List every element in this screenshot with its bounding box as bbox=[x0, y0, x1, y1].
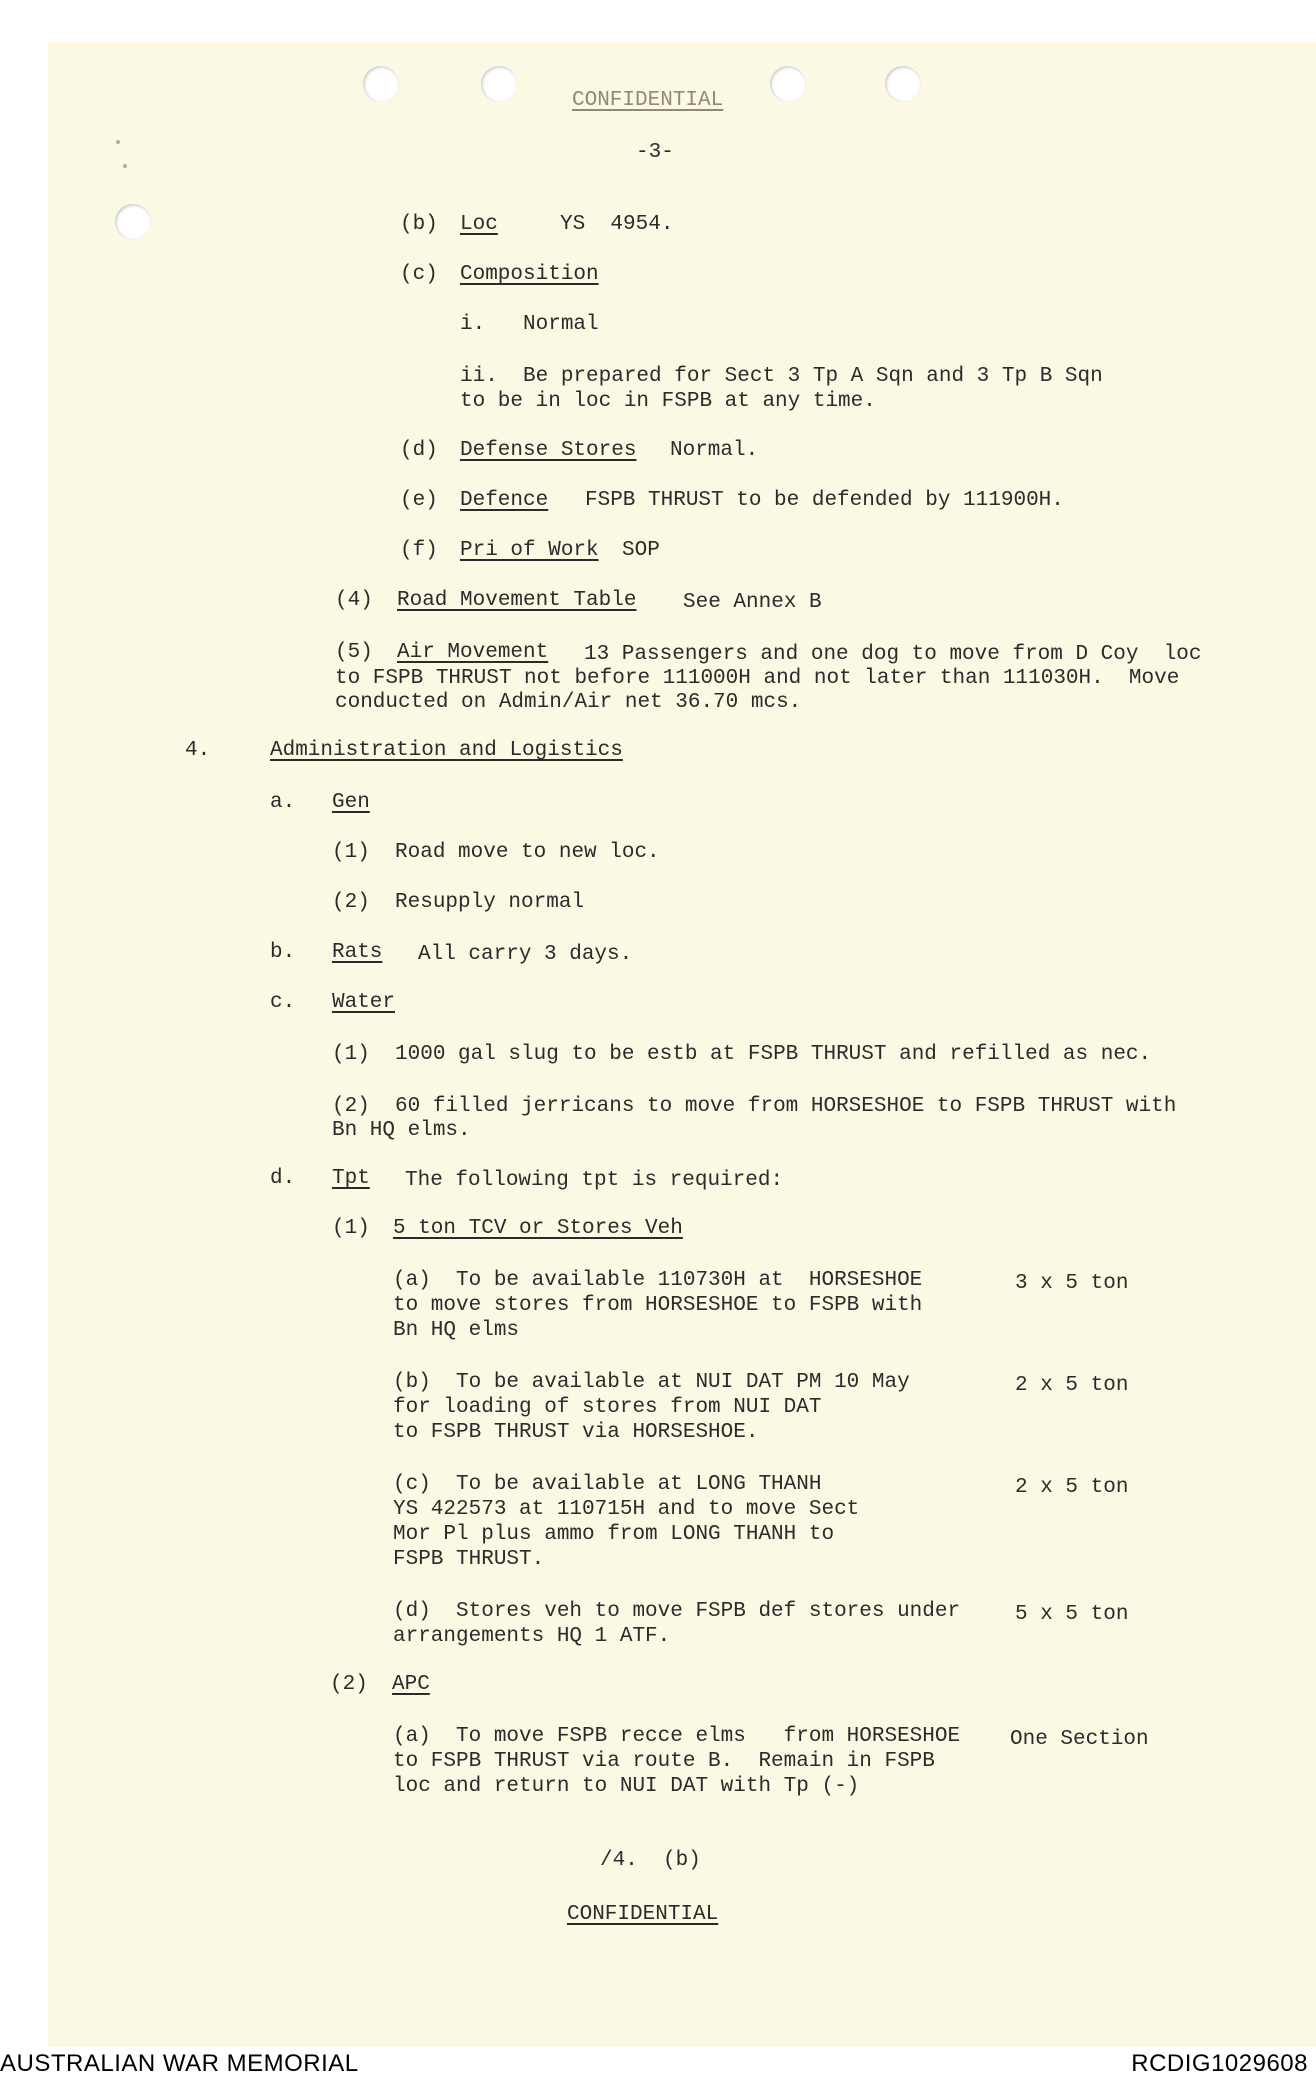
text-line-p4-label: (4) bbox=[335, 589, 373, 612]
archive-footer-right: RCDIG1029608 bbox=[1131, 2050, 1308, 2077]
text-line-d-label: d. bbox=[270, 1167, 296, 1190]
text-line-c2-1: (2) 60 filled jerricans to move from HORSESHOE to FSPB THRUST with bbox=[332, 1095, 1177, 1118]
text-line-p5-1a: (5) bbox=[335, 641, 373, 664]
text-line-c-comp-label: (c) bbox=[400, 263, 438, 286]
text-line-c-title: Water bbox=[332, 991, 396, 1014]
text-line-d-def-label: (d) bbox=[400, 439, 438, 462]
text-line-d2-label: (2) bbox=[330, 1673, 368, 1696]
text-line-d2a-2: to FSPB THRUST via route B. Remain in FSPB bbox=[393, 1750, 935, 1773]
text-line-c-ii-2: to be in loc in FSPB at any time. bbox=[460, 390, 876, 413]
text-line-p4-title: Road Movement Table bbox=[397, 589, 637, 612]
text-line-d2a-3: loc and return to NUI DAT with Tp (-) bbox=[393, 1775, 860, 1798]
text-line-d1d-1: (d) Stores veh to move FSPB def stores under bbox=[393, 1600, 961, 1623]
text-line-d1a-2: to move stores from HORSESHOE to FSPB with bbox=[393, 1294, 923, 1317]
text-line-d1b-1: (b) To be available at NUI DAT PM 10 May bbox=[393, 1371, 910, 1394]
text-line-c-ii-1: ii. Be prepared for Sect 3 Tp A Sqn and 3 Tp B Sqn bbox=[460, 365, 1103, 388]
text-line-c2-2: Bn HQ elms. bbox=[332, 1119, 471, 1142]
text-line-d-value: The following tpt is required: bbox=[405, 1169, 784, 1192]
text-line-b-loc-value: YS 4954. bbox=[560, 213, 674, 236]
text-line-c-label: c. bbox=[270, 991, 296, 1014]
text-line-p5-2: to FSPB THRUST not before 111000H and not later than 111030H. Move bbox=[335, 667, 1180, 690]
text-line-d-def-title: Defense Stores bbox=[460, 439, 637, 462]
text-line-d1c-2: YS 422573 at 110715H and to move Sect bbox=[393, 1498, 860, 1521]
text-line-d1d-qty: 5 x 5 ton bbox=[1015, 1603, 1129, 1626]
text-line-a-label: a. bbox=[270, 791, 296, 814]
text-line-e-title: Defence bbox=[460, 489, 549, 512]
text-line-a1: (1) Road move to new loc. bbox=[332, 841, 660, 864]
text-line-b-title: Rats bbox=[332, 941, 383, 964]
text-line-c-i: i. Normal bbox=[460, 313, 599, 336]
text-line-d1b-qty: 2 x 5 ton bbox=[1015, 1374, 1129, 1397]
text-line-d1-title: 5 ton TCV or Stores Veh bbox=[393, 1217, 683, 1240]
text-line-b-label: b. bbox=[270, 941, 296, 964]
paper-speck bbox=[123, 164, 127, 168]
text-line-f-value: SOP bbox=[622, 539, 660, 562]
text-line-s4-title: Administration and Logistics bbox=[270, 739, 623, 762]
paper-speck bbox=[116, 140, 120, 144]
punch-hole bbox=[770, 66, 806, 102]
punch-hole bbox=[363, 66, 399, 102]
text-line-d1a-1: (a) To be available 110730H at HORSESHOE bbox=[393, 1269, 923, 1292]
text-line-f-label: (f) bbox=[400, 539, 438, 562]
text-line-p5-1b: Air Movement bbox=[397, 641, 549, 664]
header-classification: CONFIDENTIAL bbox=[572, 89, 724, 112]
text-line-d1a-qty: 3 x 5 ton bbox=[1015, 1272, 1129, 1295]
text-line-e-value: FSPB THRUST to be defended by 111900H. bbox=[585, 489, 1064, 512]
text-line-p5-3: conducted on Admin/Air net 36.70 mcs. bbox=[335, 691, 802, 714]
text-line-e-label: (e) bbox=[400, 489, 438, 512]
punch-hole bbox=[481, 66, 517, 102]
text-line-d2-title: APC bbox=[392, 1673, 430, 1696]
text-line-b-loc-label: (b) bbox=[400, 213, 438, 236]
text-line-a2: (2) Resupply normal bbox=[332, 891, 585, 914]
text-line-d1a-3: Bn HQ elms bbox=[393, 1319, 520, 1342]
text-line-p5-1c: 13 Passengers and one dog to move from D Coy loc bbox=[584, 643, 1202, 666]
text-line-a-title: Gen bbox=[332, 791, 370, 814]
text-line-d1b-2: for loading of stores from NUI DAT bbox=[393, 1396, 822, 1419]
archive-footer-left: AUSTRALIAN WAR MEMORIAL bbox=[0, 2050, 359, 2077]
text-line-s4-num: 4. bbox=[185, 739, 211, 762]
text-line-b-value: All carry 3 days. bbox=[418, 943, 633, 966]
text-line-d1d-2: arrangements HQ 1 ATF. bbox=[393, 1625, 671, 1648]
text-line-d1c-qty: 2 x 5 ton bbox=[1015, 1476, 1129, 1499]
text-line-c1: (1) 1000 gal slug to be estb at FSPB THRUST and refilled as nec. bbox=[332, 1043, 1152, 1066]
text-line-p4-value: See Annex B bbox=[683, 591, 822, 614]
text-line-d1-label: (1) bbox=[332, 1217, 370, 1240]
text-line-d2a-1: (a) To move FSPB recce elms from HORSESHOE bbox=[393, 1725, 961, 1748]
text-line-d-def-value: Normal. bbox=[670, 439, 759, 462]
text-line-d2a-qty: One Section bbox=[1010, 1728, 1149, 1751]
punch-hole bbox=[885, 66, 921, 102]
text-line-d-title: Tpt bbox=[332, 1167, 370, 1190]
text-line-d1b-3: to FSPB THRUST via HORSESHOE. bbox=[393, 1421, 759, 1444]
text-line-f-title: Pri of Work bbox=[460, 539, 599, 562]
text-line-d1c-3: Mor Pl plus ammo from LONG THANH to bbox=[393, 1523, 835, 1546]
continuation-marker: /4. (b) bbox=[600, 1849, 701, 1872]
text-line-c-comp-title: Composition bbox=[460, 263, 599, 286]
punch-hole bbox=[115, 204, 151, 240]
text-line-b-loc-title: Loc bbox=[460, 213, 498, 236]
page-number: -3- bbox=[636, 141, 674, 164]
text-line-d1c-1: (c) To be available at LONG THANH bbox=[393, 1473, 822, 1496]
footer-classification: CONFIDENTIAL bbox=[567, 1903, 719, 1926]
text-line-d1c-4: FSPB THRUST. bbox=[393, 1548, 545, 1571]
